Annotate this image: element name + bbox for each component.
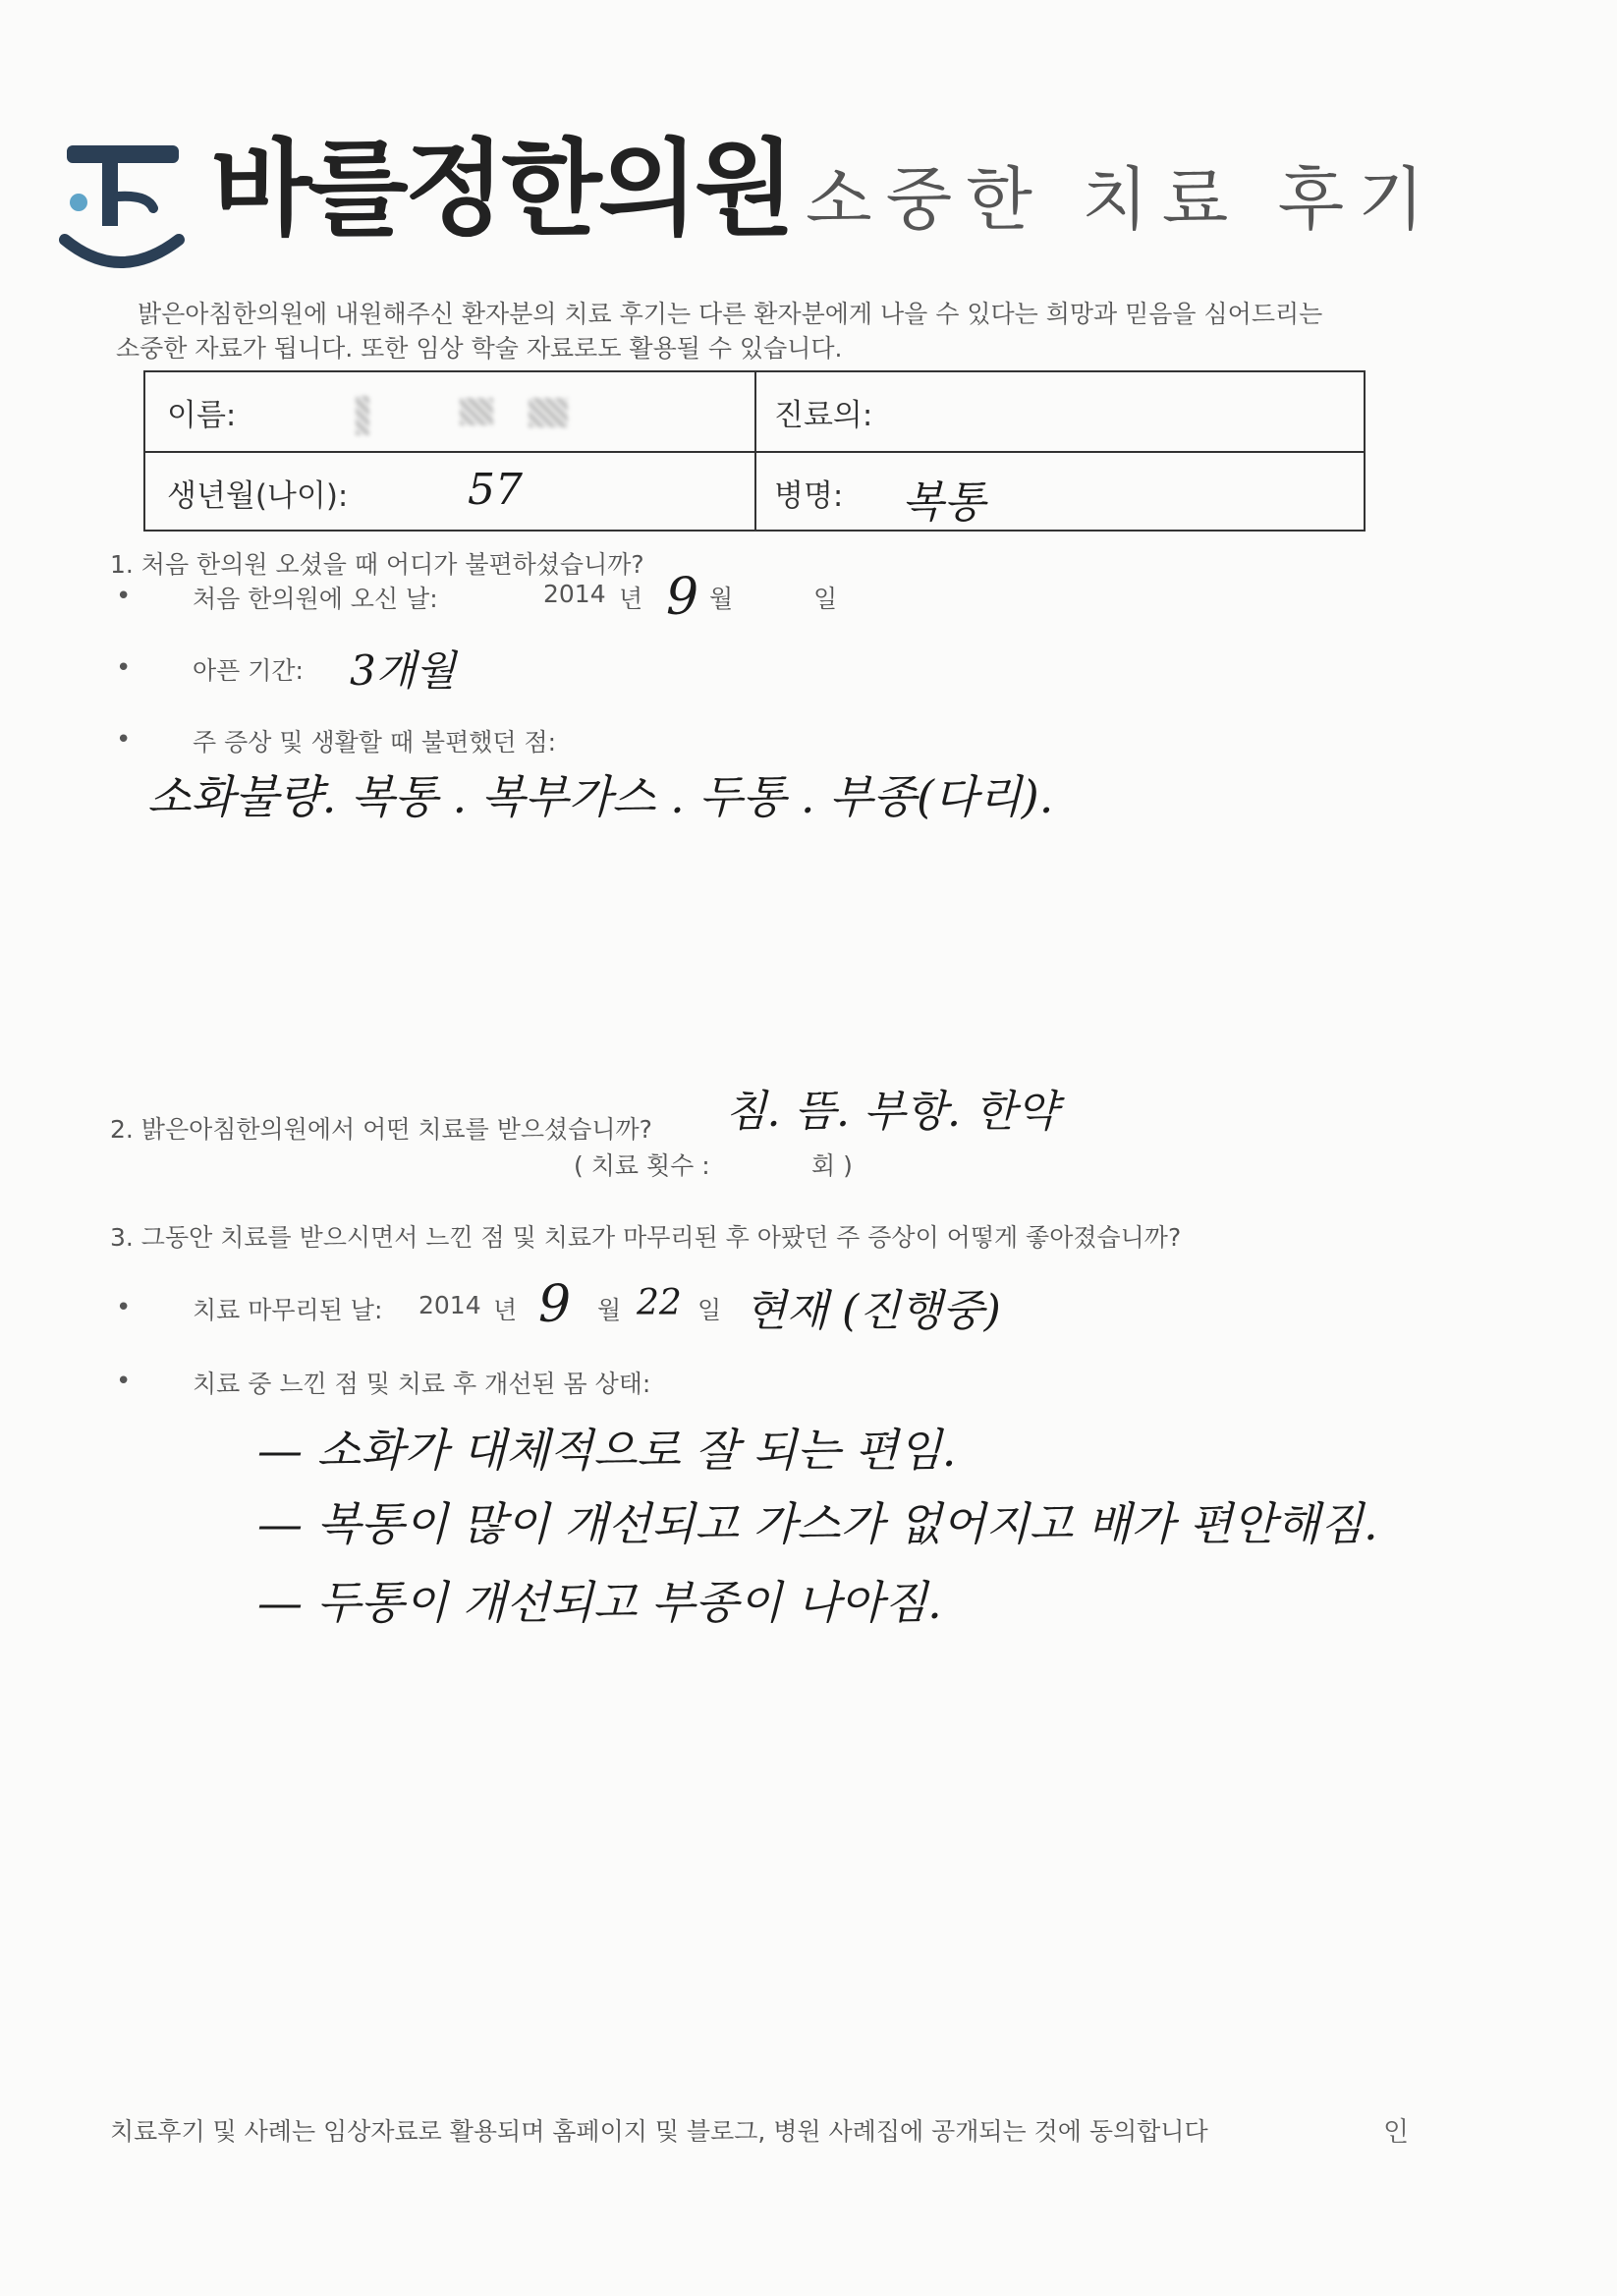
patient-info-table xyxy=(143,370,1366,532)
birth-label: 생년월(나이): xyxy=(167,478,349,514)
bullet: • xyxy=(116,582,132,611)
end-day: 22 xyxy=(637,1283,682,1323)
bullet: • xyxy=(116,1293,132,1322)
doctor-label: 진료의: xyxy=(774,398,873,433)
disease-value: 복통 xyxy=(902,477,986,528)
question-2: 2. 밝은아침한의원에서 어떤 치료를 받으셨습니까? xyxy=(110,1115,652,1144)
intro-line-2: 소중한 자료가 됩니다. 또한 임상 학술 자료로도 활용될 수 있습니다. xyxy=(116,334,843,363)
bullet: • xyxy=(116,725,132,755)
clinic-name: 바를정한의원 xyxy=(211,129,792,250)
symptoms-value: 소화불량. 복통 . 복부가스 . 두통 . 부종(다리). xyxy=(147,770,1054,823)
day-unit: 일 xyxy=(813,585,838,613)
clinic-logo-icon xyxy=(59,138,187,275)
year-unit: 년 xyxy=(619,585,643,613)
end-month: 9 xyxy=(538,1275,572,1334)
first-visit-label: 처음 한의원에 오신 날: xyxy=(193,585,438,613)
improvement-label: 치료 중 느낀 점 및 치료 후 개선된 몸 상태: xyxy=(193,1370,651,1398)
consent-statement: 치료후기 및 사례는 임상자료로 활용되며 홈페이지 및 블로그, 병원 사례집에 공개되는 것에 동의합니다 xyxy=(110,2117,1208,2146)
redacted-name xyxy=(460,398,493,425)
treatment-answer: 침. 뜸. 부항. 한약 xyxy=(725,1087,1058,1137)
end-year: 2014 xyxy=(418,1291,481,1319)
intro-line-1: 밝은아침한의원에 내원해주신 환자분의 치료 후기는 다른 환자분에게 나을 수 있다는 희망과 믿음을 심어드리는 xyxy=(138,300,1323,328)
year-unit: 년 xyxy=(493,1296,518,1324)
day-unit: 일 xyxy=(697,1296,722,1324)
improvement-line-2: — 복통이 많이 개선되고 가스가 없어지고 배가 편안해짐. xyxy=(257,1497,1378,1550)
duration-value: 3개월 xyxy=(350,646,456,695)
first-visit-month: 9 xyxy=(666,568,699,627)
duration-label: 아픈 기간: xyxy=(193,656,304,685)
disease-label: 병명: xyxy=(774,478,844,514)
symptoms-label: 주 증상 및 생활할 때 불편했던 점: xyxy=(193,728,557,756)
signature-mark: 인 xyxy=(1383,2117,1410,2148)
redacted-name xyxy=(529,398,568,427)
treatment-count-label: ( 치료 횟수 : xyxy=(574,1151,710,1180)
improvement-line-1: — 소화가 대체적으로 잘 되는 편임. xyxy=(257,1424,957,1477)
month-unit: 월 xyxy=(709,585,734,613)
birth-value: 57 xyxy=(468,465,523,515)
improvement-line-3: — 두통이 개선되고 부종이 나아짐. xyxy=(257,1576,942,1629)
treatment-count-unit: 회 ) xyxy=(811,1151,853,1180)
bullet: • xyxy=(116,1367,132,1396)
table-column-divider xyxy=(754,372,756,530)
question-3: 3. 그동안 치료를 받으시면서 느낀 점 및 치료가 마무리된 후 아팠던 주 증상이 어떻게 좋아졌습니까? xyxy=(110,1223,1182,1252)
bullet: • xyxy=(116,653,132,683)
name-label: 이름: xyxy=(167,398,237,433)
first-visit-year: 2014 xyxy=(543,580,606,608)
question-1: 1. 처음 한의원 오셨을 때 어디가 불편하셨습니까? xyxy=(110,550,644,579)
intro-text xyxy=(116,297,1383,365)
redacted-name xyxy=(356,396,369,435)
page-title: 소중한 치료 후기 xyxy=(806,159,1438,240)
month-unit: 월 xyxy=(597,1296,622,1324)
end-note: 현재 (진행중) xyxy=(745,1286,1001,1336)
end-date-label: 치료 마무리된 날: xyxy=(193,1296,383,1324)
